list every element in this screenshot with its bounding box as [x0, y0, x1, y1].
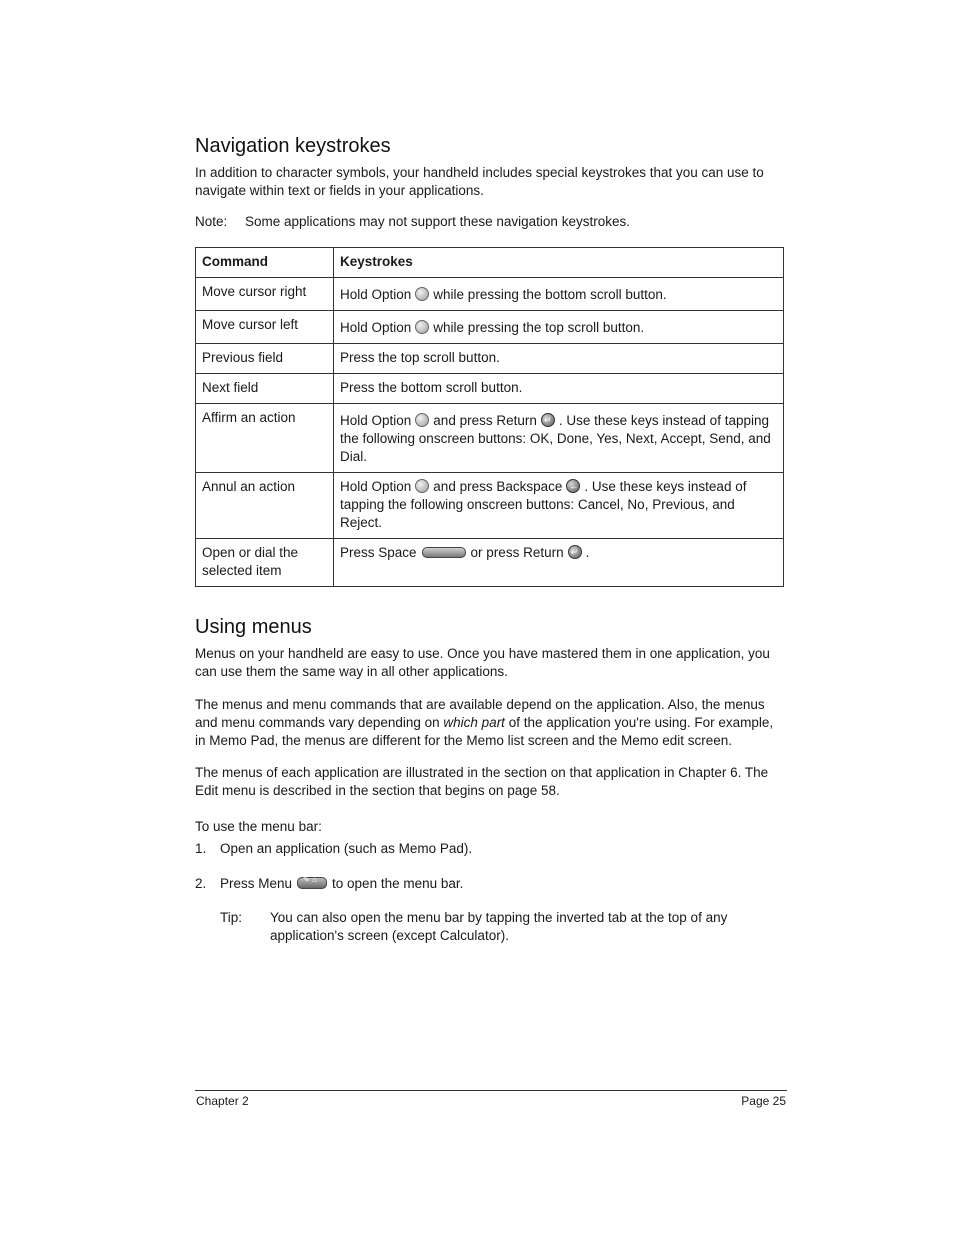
footer-page-number: Page 25	[741, 1094, 786, 1108]
command-cell: Annul an action	[196, 473, 334, 539]
step-item	[195, 841, 785, 856]
navigation-intro: In addition to character symbols, your handheld includes special keystrokes that you can use to navigate within text or fields in your applications.	[195, 165, 764, 198]
keystroke-text: and press Backspace	[433, 479, 563, 494]
note	[195, 214, 785, 229]
text-run: of the application you're using. For example, in Memo Pad, the menus are different for the Memo list screen and the Memo edit screen.	[195, 715, 774, 748]
step-number: 2.	[195, 876, 207, 891]
option-key-icon	[415, 413, 429, 427]
option-key-icon	[415, 320, 429, 334]
emphasis-text: which part	[443, 715, 505, 730]
step-number: 1.	[195, 841, 207, 856]
keystroke-text: while pressing the top scroll button.	[433, 320, 645, 335]
note-label: Note:	[195, 214, 228, 229]
procedure-heading: To use the menu bar:	[195, 819, 322, 834]
menus-paragraph: The menus of each application are illustrated in the section on that application in Chapter 6. The Edit menu is described in the section that begins on page 58.	[195, 765, 769, 798]
menu-key-icon	[297, 877, 327, 889]
command-cell: Affirm an action	[196, 404, 334, 473]
backspace-key-icon	[566, 479, 580, 493]
table-row	[196, 404, 784, 473]
command-cell: Open or dial the selected item	[196, 539, 334, 587]
space-key-icon	[422, 547, 466, 558]
table-row	[196, 374, 784, 404]
command-cell: Move cursor right	[196, 278, 334, 311]
keystroke-cell	[334, 404, 784, 473]
footer-rule	[195, 1090, 787, 1091]
keystroke-text: and press Return	[433, 413, 537, 428]
table-row	[196, 344, 784, 374]
tip-label: Tip:	[220, 910, 243, 925]
keystroke-text: .	[585, 545, 590, 560]
note-text: Some applications may not support these navigation keystrokes.	[245, 214, 630, 229]
keystroke-text: Hold Option	[340, 287, 412, 302]
option-key-icon	[415, 479, 429, 493]
tip	[220, 909, 760, 945]
return-key-icon	[541, 413, 555, 427]
keystrokes-table	[195, 247, 784, 587]
keystroke-cell	[334, 473, 784, 539]
table-row	[196, 539, 784, 587]
keystroke-cell: Press the bottom scroll button.	[334, 374, 784, 404]
keystroke-cell	[334, 278, 784, 311]
menus-paragraph: Menus on your handheld are easy to use. Once you have mastered them in one application, you can use them the same way in all other applications.	[195, 646, 770, 679]
keystroke-text: while pressing the bottom scroll button.	[433, 287, 667, 302]
keystroke-cell	[334, 539, 784, 587]
step-text: Press Menu	[220, 876, 293, 891]
header-command: Command	[196, 248, 334, 278]
keystroke-cell	[334, 311, 784, 344]
step-text: to open the menu bar.	[332, 876, 464, 891]
keystroke-text: . Use these keys instead of tapping the following onscreen buttons: Cancel, No, Previous, and Reject.	[340, 479, 747, 530]
section-title-navigation: Navigation keystrokes	[195, 135, 391, 157]
keystroke-cell: Press the top scroll button.	[334, 344, 784, 374]
keystroke-text: Press Space	[340, 545, 417, 560]
command-cell: Next field	[196, 374, 334, 404]
keystroke-text: Hold Option	[340, 479, 412, 494]
step-text: Open an application (such as Memo Pad).	[220, 841, 473, 856]
option-key-icon	[415, 287, 429, 301]
command-cell: Move cursor left	[196, 311, 334, 344]
section-title-menus: Using menus	[195, 616, 312, 638]
table-row	[196, 473, 784, 539]
step-item	[195, 876, 785, 891]
footer-chapter: Chapter 2	[196, 1094, 249, 1108]
keystroke-text: Hold Option	[340, 413, 412, 428]
table-row	[196, 311, 784, 344]
command-cell: Previous field	[196, 344, 334, 374]
keystroke-text: Hold Option	[340, 320, 412, 335]
text-run: The menus and menu commands that are available depend on the application. Also, the menus and menu commands vary depending on	[195, 697, 765, 730]
menus-paragraph	[195, 696, 785, 750]
header-keystrokes: Keystrokes	[334, 248, 784, 278]
table-row	[196, 278, 784, 311]
tip-text: You can also open the menu bar by tapping the inverted tab at the top of any application's screen (except Calculator).	[270, 910, 728, 943]
return-key-icon	[568, 545, 582, 559]
table-header-row	[196, 248, 784, 278]
keystroke-text: . Use these keys instead of tapping the following onscreen buttons: OK, Done, Yes, Next, Accept, Send, and Dial.	[340, 413, 771, 464]
keystroke-text: or press Return	[470, 545, 564, 560]
